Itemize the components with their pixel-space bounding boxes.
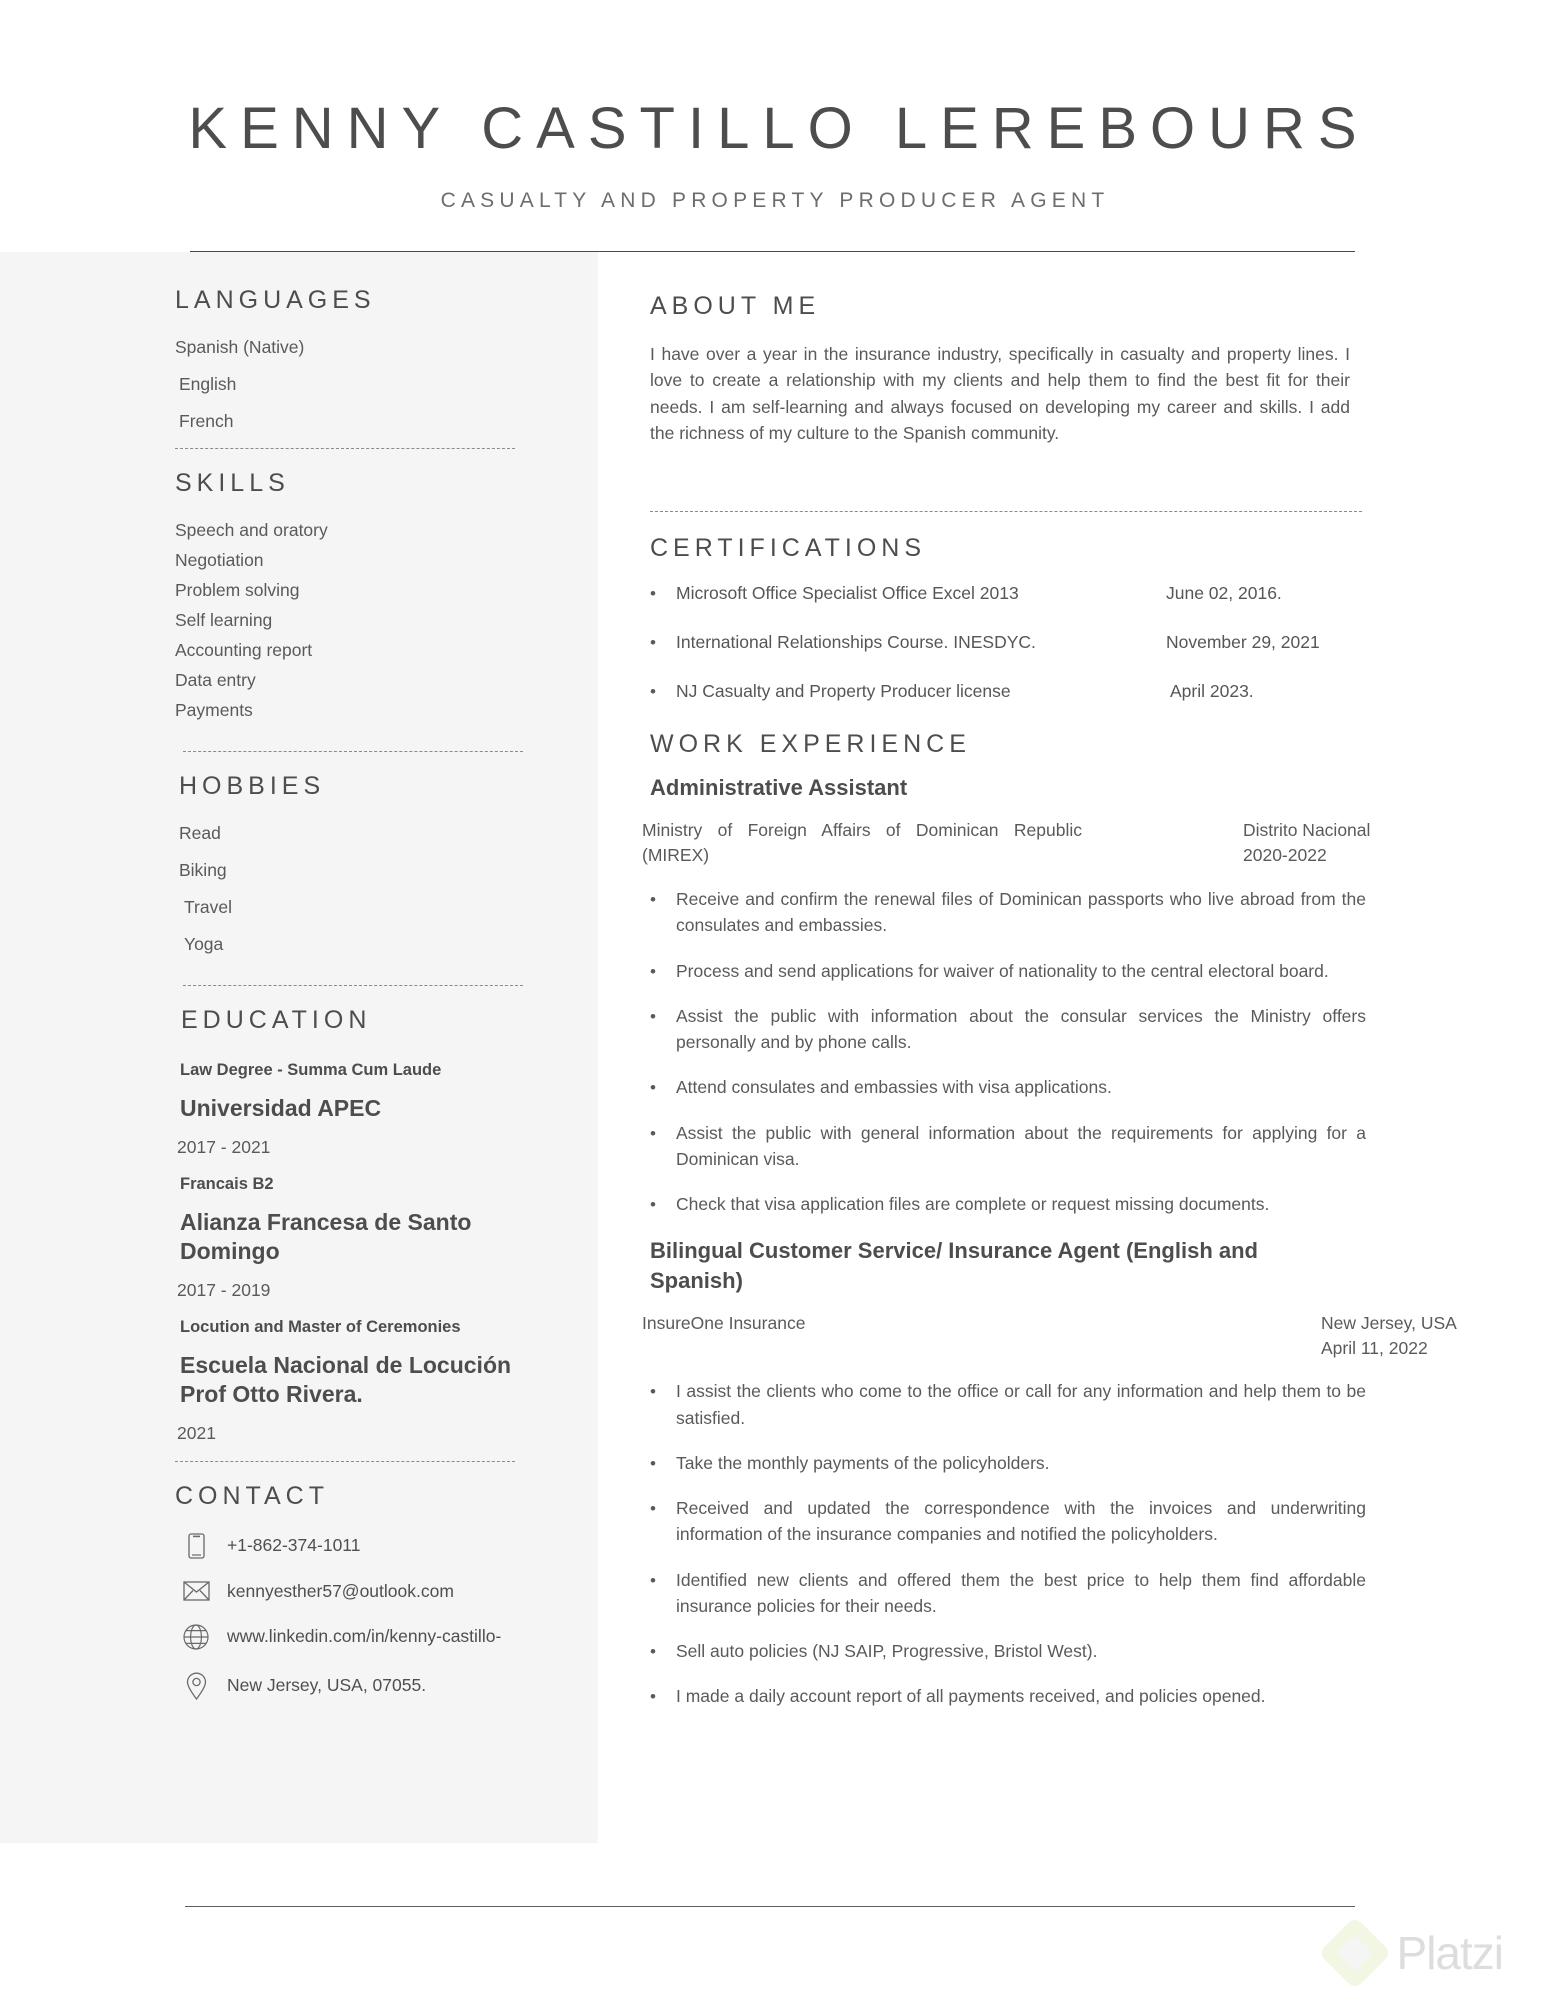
list-item bbox=[650, 583, 1483, 604]
education-school: Alianza Francesa de Santo Domingo bbox=[180, 1208, 472, 1264]
languages-list bbox=[175, 337, 540, 432]
contact-row-phone[interactable] bbox=[175, 1533, 540, 1559]
duty-text: Received and updated the correspondence with the invoices and underwriting information of the insurance companies and notified the policyholders. bbox=[676, 1498, 1366, 1545]
main-content bbox=[598, 252, 1545, 1843]
envelope-icon bbox=[181, 1581, 211, 1601]
list-item bbox=[650, 1120, 1483, 1173]
certification-date: April 2023. bbox=[1170, 681, 1254, 702]
contact-row-address[interactable] bbox=[175, 1672, 540, 1700]
list-item bbox=[650, 1495, 1483, 1548]
page-title: KENNY CASTILLO LEREBOURS bbox=[188, 96, 1370, 161]
location-pin-icon bbox=[181, 1672, 211, 1700]
bullet-icon: • bbox=[650, 1499, 656, 1519]
contact-address: New Jersey, USA, 07055. bbox=[227, 1675, 427, 1696]
education-school: Universidad APEC bbox=[180, 1094, 382, 1121]
bullet-icon: • bbox=[650, 1195, 656, 1214]
section-heading-languages: LANGUAGES bbox=[175, 285, 376, 314]
hobbies-list bbox=[175, 823, 540, 955]
duty-text: I made a daily account report of all payments received, and policies opened. bbox=[676, 1686, 1266, 1707]
list-item bbox=[650, 1191, 1483, 1217]
contact-phone: +1-862-374-1011 bbox=[227, 1535, 361, 1556]
work-entry bbox=[636, 1236, 1483, 1709]
platzi-wordmark: Platzi bbox=[1396, 1927, 1503, 1979]
education-entry bbox=[175, 1318, 540, 1444]
job-meta bbox=[636, 818, 1483, 868]
work-entry bbox=[636, 773, 1483, 1217]
job-place-text: Distrito Nacional bbox=[1243, 820, 1371, 841]
list-item: Accounting report bbox=[175, 639, 313, 660]
list-item: Travel bbox=[184, 896, 232, 917]
list-item bbox=[650, 1074, 1483, 1100]
section-heading-about: ABOUT ME bbox=[650, 291, 821, 320]
duty-text: Check that visa application files are complete or request missing documents. bbox=[676, 1194, 1270, 1214]
certification-name: NJ Casualty and Property Producer license bbox=[676, 681, 1011, 702]
duty-text: Receive and confirm the renewal files of Dominican passports who live abroad from the consulates and embassies. bbox=[676, 889, 1366, 936]
list-item bbox=[650, 958, 1483, 984]
job-period-text: 2020-2022 bbox=[1243, 845, 1327, 866]
list-item: French bbox=[179, 410, 234, 431]
list-item bbox=[650, 1378, 1483, 1431]
contact-email: kennyesther57@outlook.com bbox=[227, 1580, 454, 1601]
bullet-icon: • bbox=[650, 1570, 656, 1590]
section-heading-work-experience: WORK EXPERIENCE bbox=[650, 730, 971, 759]
education-degree: Francais B2 bbox=[180, 1174, 274, 1193]
platzi-watermark bbox=[1329, 1926, 1503, 1980]
duty-text: Attend consulates and embassies with visa applications. bbox=[676, 1077, 1112, 1098]
section-divider bbox=[175, 1461, 515, 1462]
about-text: I have over a year in the insurance industry, specifically in casualty and property lines. I love to create a relationship with my clients and help them to find the best fit for their needs. I am self-learning and always focused on developing my career and skills. I add the richness of my culture to the Spanish community. bbox=[650, 343, 1350, 444]
bullet-icon: • bbox=[650, 961, 656, 981]
footer-divider bbox=[185, 1906, 1355, 1907]
duty-text: Assist the public with information about the consular services the Ministry offers personally and by phone calls. bbox=[676, 1005, 1366, 1052]
phone-icon bbox=[181, 1533, 211, 1559]
sidebar bbox=[0, 252, 598, 1843]
bullet-icon: • bbox=[650, 1123, 656, 1143]
list-item bbox=[650, 1450, 1483, 1476]
duty-text: Take the monthly payments of the policyholders. bbox=[676, 1452, 1050, 1473]
section-heading-skills: SKILLS bbox=[175, 468, 290, 497]
education-school: Escuela Nacional de Locución Prof Otto Rivera. bbox=[180, 1351, 512, 1407]
education-entry bbox=[175, 1175, 540, 1301]
job-role: Bilingual Customer Service/ Insurance Agent (English and Spanish) bbox=[650, 1238, 1258, 1293]
list-item bbox=[650, 1683, 1483, 1709]
education-years: 2021 bbox=[177, 1422, 216, 1443]
list-item bbox=[650, 632, 1483, 653]
list-item bbox=[650, 886, 1483, 939]
resume-header bbox=[0, 0, 1545, 252]
globe-icon bbox=[181, 1624, 211, 1650]
job-organization: InsureOne Insurance bbox=[642, 1312, 806, 1333]
duty-text: Identified new clients and offered them the best price to help them find affordable insurance policies for their needs. bbox=[676, 1569, 1366, 1616]
education-degree: Locution and Master of Ceremonies bbox=[180, 1317, 461, 1336]
list-item: Negotiation bbox=[175, 549, 264, 570]
duty-text: Process and send applications for waiver of nationality to the central electoral board. bbox=[676, 960, 1329, 981]
header-subtitle: CASUALTY AND PROPERTY PRODUCER AGENT bbox=[440, 188, 1110, 212]
education-entry bbox=[175, 1061, 540, 1158]
section-divider bbox=[650, 511, 1362, 512]
certification-name: Microsoft Office Specialist Office Excel 2013 bbox=[676, 583, 1019, 604]
certification-date: November 29, 2021 bbox=[1166, 632, 1320, 653]
contact-website: www.linkedin.com/in/kenny-castillo- bbox=[227, 1626, 502, 1647]
section-divider bbox=[183, 751, 523, 752]
duty-text: Sell auto policies (NJ SAIP, Progressive, Bristol West). bbox=[676, 1641, 1098, 1662]
list-item: Payments bbox=[175, 699, 253, 720]
bullet-icon: • bbox=[650, 1078, 656, 1098]
job-duties-list bbox=[650, 1378, 1483, 1709]
list-item: English bbox=[179, 373, 237, 394]
certification-date: June 02, 2016. bbox=[1166, 583, 1282, 604]
duty-text: I assist the clients who come to the office or call for any information and help them to be satisfied. bbox=[676, 1381, 1366, 1428]
list-item bbox=[650, 1638, 1483, 1664]
list-item: Yoga bbox=[184, 933, 224, 954]
list-item: Self learning bbox=[175, 609, 273, 630]
bullet-icon: • bbox=[650, 1687, 656, 1707]
contact-row-website[interactable] bbox=[175, 1624, 540, 1650]
education-years: 2017 - 2019 bbox=[177, 1279, 271, 1300]
bullet-icon: • bbox=[650, 584, 656, 604]
list-item: Speech and oratory bbox=[175, 519, 328, 540]
list-item: Data entry bbox=[175, 669, 256, 690]
job-location bbox=[1243, 818, 1483, 868]
certification-name: International Relationships Course. INESDYC. bbox=[676, 632, 1036, 653]
list-item: Problem solving bbox=[175, 579, 300, 600]
job-organization: Ministry of Foreign Affairs of Dominican Republic (MIREX) bbox=[642, 820, 1082, 866]
resume-body bbox=[0, 252, 1545, 1843]
bullet-icon: • bbox=[650, 633, 656, 653]
contact-row-email[interactable] bbox=[175, 1581, 540, 1602]
list-item bbox=[650, 1567, 1483, 1620]
education-degree: Law Degree - Summa Cum Laude bbox=[180, 1060, 442, 1079]
certifications-list bbox=[650, 583, 1483, 702]
skills-list bbox=[175, 520, 540, 721]
list-item bbox=[650, 1003, 1483, 1056]
section-heading-certifications: CERTIFICATIONS bbox=[650, 534, 927, 563]
job-duties-list bbox=[650, 886, 1483, 1217]
list-item: Read bbox=[179, 822, 221, 843]
section-divider bbox=[183, 985, 523, 986]
job-role: Administrative Assistant bbox=[650, 775, 908, 801]
education-years: 2017 - 2021 bbox=[177, 1136, 271, 1157]
bullet-icon: • bbox=[650, 890, 656, 909]
platzi-logo-icon bbox=[1318, 1916, 1392, 1990]
bullet-icon: • bbox=[650, 1453, 656, 1473]
list-item: Spanish (Native) bbox=[175, 336, 305, 357]
list-item bbox=[650, 681, 1483, 702]
bullet-icon: • bbox=[650, 1006, 656, 1026]
section-divider bbox=[175, 448, 515, 449]
section-heading-hobbies: HOBBIES bbox=[179, 771, 326, 800]
section-heading-education: EDUCATION bbox=[181, 1005, 372, 1034]
duty-text: Assist the public with general information about the requirements for applying for a Dominican visa. bbox=[676, 1122, 1366, 1169]
job-location: New Jersey, USA April 11, 2022 bbox=[1321, 1312, 1456, 1358]
list-item: Biking bbox=[179, 859, 227, 880]
bullet-icon: • bbox=[650, 1382, 656, 1402]
bullet-icon: • bbox=[650, 1642, 656, 1662]
job-meta bbox=[636, 1311, 1483, 1361]
bullet-icon: • bbox=[650, 682, 656, 702]
section-heading-contact: CONTACT bbox=[175, 1481, 329, 1510]
